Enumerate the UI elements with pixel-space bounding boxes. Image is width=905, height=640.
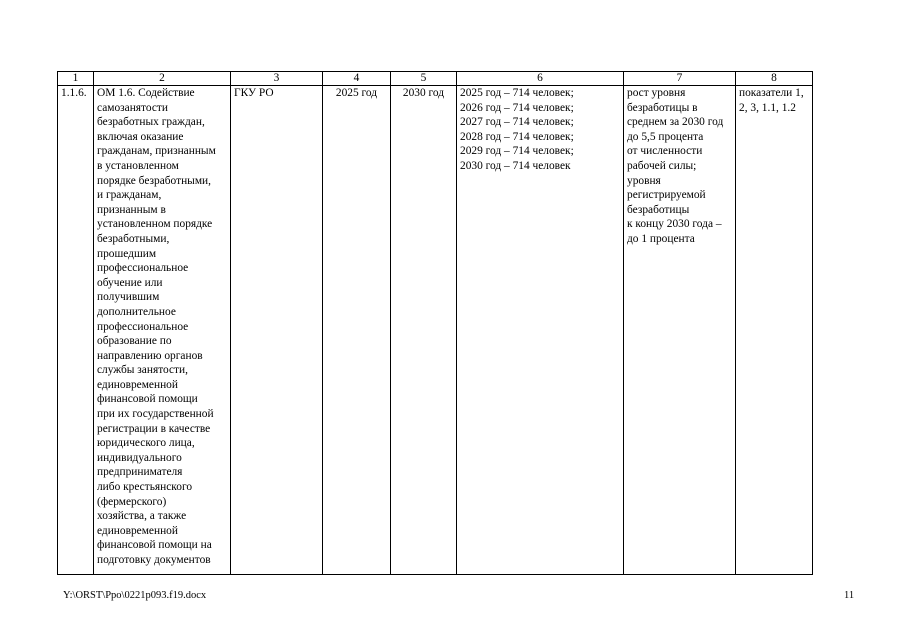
indicators-cell: [736, 86, 813, 575]
cell-text-line: регистрируемой: [627, 189, 706, 202]
column-number-row: [58, 72, 813, 86]
start-year-cell: 2025 год: [323, 86, 391, 575]
cell-text-line: финансовой помощи на: [97, 539, 212, 552]
cell-text-line: и гражданам,: [97, 189, 162, 202]
row-number-cell: 1.1.6.: [58, 86, 94, 575]
cell-text-line: ОМ 1.6. Содействие: [97, 87, 195, 99]
column-number: 3: [231, 72, 323, 86]
cell-text-line: к концу 2030 года –: [627, 218, 722, 231]
column-number: 1: [58, 72, 94, 86]
cell-text-line: самозанятости: [97, 101, 168, 114]
cell-text-line: прошедшим: [97, 247, 157, 260]
executor-cell: ГКУ РО: [231, 86, 323, 575]
document-table: [57, 71, 813, 575]
end-year-cell: 2030 год: [391, 86, 457, 575]
volume-cell: [457, 86, 624, 575]
cell-text-line: финансовой помощи: [97, 393, 198, 406]
column-number: 7: [624, 72, 736, 86]
column-number: 6: [457, 72, 624, 86]
cell-text-line: 2028 год – 714 человек;: [460, 130, 574, 143]
cell-text-line: безработицы в: [627, 101, 698, 114]
column-number: 5: [391, 72, 457, 86]
cell-text-line: регистрации в качестве: [97, 422, 211, 435]
cell-text-line: получившим: [97, 291, 160, 304]
cell-text-line: 2029 год – 714 человек;: [460, 145, 574, 158]
cell-text-line: 2027 год – 714 человек;: [460, 116, 574, 129]
cell-text-line: 2025 год – 714 человек;: [460, 87, 574, 99]
footer-file-path: Y:\ORST\Ppo\0221p093.f19.docx: [63, 590, 207, 601]
result-cell: [624, 86, 736, 575]
cell-text-line: уровня: [627, 174, 661, 187]
cell-text-line: до 5,5 процента: [627, 130, 704, 143]
cell-text-line: индивидуального: [97, 451, 182, 464]
cell-text-line: профессиональное: [97, 320, 189, 333]
cell-text-line: образование по: [97, 335, 172, 348]
cell-text-line: безработными,: [97, 232, 170, 245]
page-number: 11: [844, 590, 855, 601]
cell-text-line: рабочей силы;: [627, 159, 697, 172]
cell-text-line: включая оказание: [97, 130, 184, 143]
cell-text-line: рост уровня: [627, 87, 686, 99]
cell-text-line: обучение или: [97, 276, 163, 289]
cell-text-line: дополнительное: [97, 305, 176, 318]
cell-text-line: порядке безработными,: [97, 174, 211, 187]
cell-text-line: (фермерского): [97, 495, 167, 508]
column-number: 8: [736, 72, 813, 86]
cell-text-line: от численности: [627, 145, 703, 158]
cell-text-line: службы занятости,: [97, 364, 188, 377]
cell-text-line: безработицы: [627, 203, 690, 216]
cell-text-line: при их государственной: [97, 408, 214, 421]
cell-text-line: признанным в: [97, 203, 166, 216]
cell-text-line: хозяйства, а также: [97, 510, 187, 523]
cell-text-line: 2026 год – 714 человек;: [460, 101, 574, 114]
column-number: 4: [323, 72, 391, 86]
cell-text-line: гражданам, признанным: [97, 145, 216, 158]
cell-text-line: среднем за 2030 год: [627, 116, 724, 129]
cell-text-line: показатели 1,: [739, 87, 804, 99]
cell-text-line: установленном порядке: [97, 218, 213, 231]
cell-text-line: направлению органов: [97, 349, 203, 362]
cell-text-line: либо крестьянского: [97, 481, 193, 494]
column-number: 2: [94, 72, 231, 86]
cell-text-line: предпринимателя: [97, 466, 183, 479]
cell-text-line: 2030 год – 714 человек: [460, 159, 571, 172]
cell-text-line: 2, 3, 1.1, 1.2: [739, 101, 796, 114]
event-description-cell: [94, 86, 231, 575]
cell-text-line: единовременной: [97, 524, 178, 537]
cell-text-line: профессиональное: [97, 262, 189, 275]
cell-text-line: в установленном: [97, 159, 179, 172]
cell-text-line: подготовку документов: [97, 554, 211, 566]
table-row: [58, 86, 813, 575]
cell-text-line: до 1 процента: [627, 232, 695, 245]
cell-text-line: юридического лица,: [97, 437, 195, 450]
cell-text-line: безработных граждан,: [97, 116, 205, 129]
cell-text-line: единовременной: [97, 378, 178, 391]
